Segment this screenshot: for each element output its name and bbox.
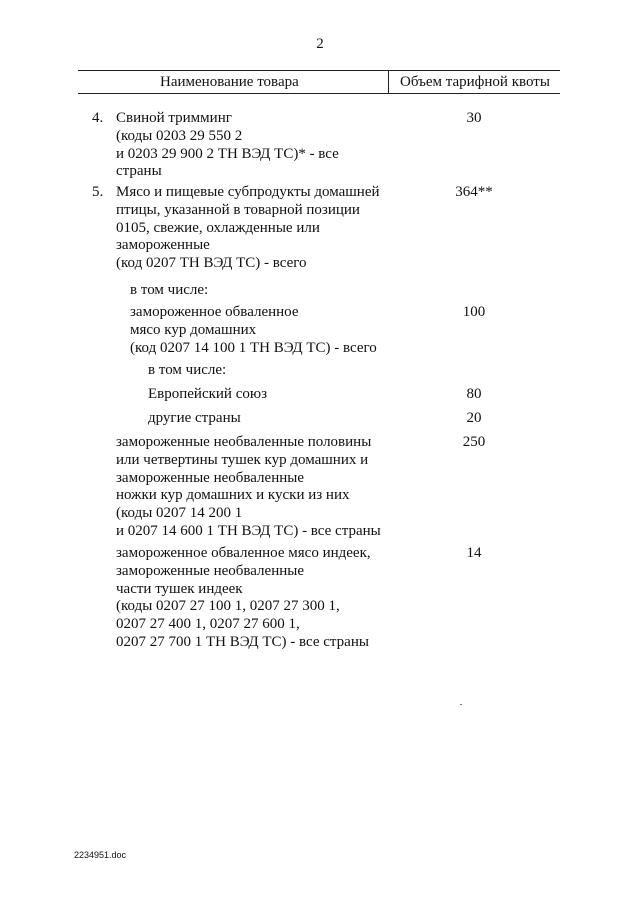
row-quota-value: 30 — [466, 110, 482, 126]
row-quota-value: 250 — [462, 434, 486, 450]
row-number: 4. — [92, 110, 104, 126]
row-quota-value: 80 — [466, 386, 482, 402]
row-quota-value: 100 — [462, 304, 486, 320]
row-description: другие страны — [148, 410, 241, 426]
row-description: Свиной тримминг (коды 0203 29 550 2 и 0203 29 900 2 ТН ВЭД ТС)* - все страны — [116, 110, 339, 180]
table-top-rule — [78, 70, 560, 71]
row-description: Европейский союз — [148, 386, 267, 402]
row-description: замороженное обваленное мясо кур домашних (код 0207 14 100 1 ТН ВЭД ТС) - всего — [130, 304, 377, 356]
scan-speck — [460, 704, 462, 705]
row-number: 5. — [92, 184, 104, 200]
document-filename: 2234951.doc — [74, 850, 127, 860]
table-header-rule — [78, 93, 560, 94]
row-description: Мясо и пищевые субпродукты домашней птицы, указанной в товарной позиции 0105, свежие, охлажденные или замороженные (код 0207 ТН ВЭД ТС) - всего — [116, 184, 380, 272]
header-column-divider — [388, 70, 389, 94]
row-description: замороженные необваленные половины или четвертины тушек кур домашних и замороженные необваленные ножки кур домашних и куски из них (коды 0207 14 200 1 и 0207 14 600 1 ТН ВЭД ТС) - все страны — [116, 434, 381, 539]
row-quota-value: 20 — [466, 410, 482, 426]
subheading-including: в том числе: — [130, 282, 209, 298]
subheading-including: в том числе: — [148, 362, 227, 378]
row-quota-value: 14 — [466, 545, 482, 561]
header-volume-column: Объем тарифной квоты — [400, 74, 550, 90]
row-quota-value: 364** — [455, 184, 493, 200]
row-description: замороженное обваленное мясо индеек, замороженные необваленные части тушек индеек (коды 0207 27 100 1, 0207 27 300 1, 0207 27 400 1, 0207 27 600 1, 0207 27 700 1 ТН ВЭД ТС) - все страны — [116, 545, 371, 650]
page-number: 2 — [316, 36, 324, 52]
header-name-column: Наименование товара — [160, 74, 299, 90]
